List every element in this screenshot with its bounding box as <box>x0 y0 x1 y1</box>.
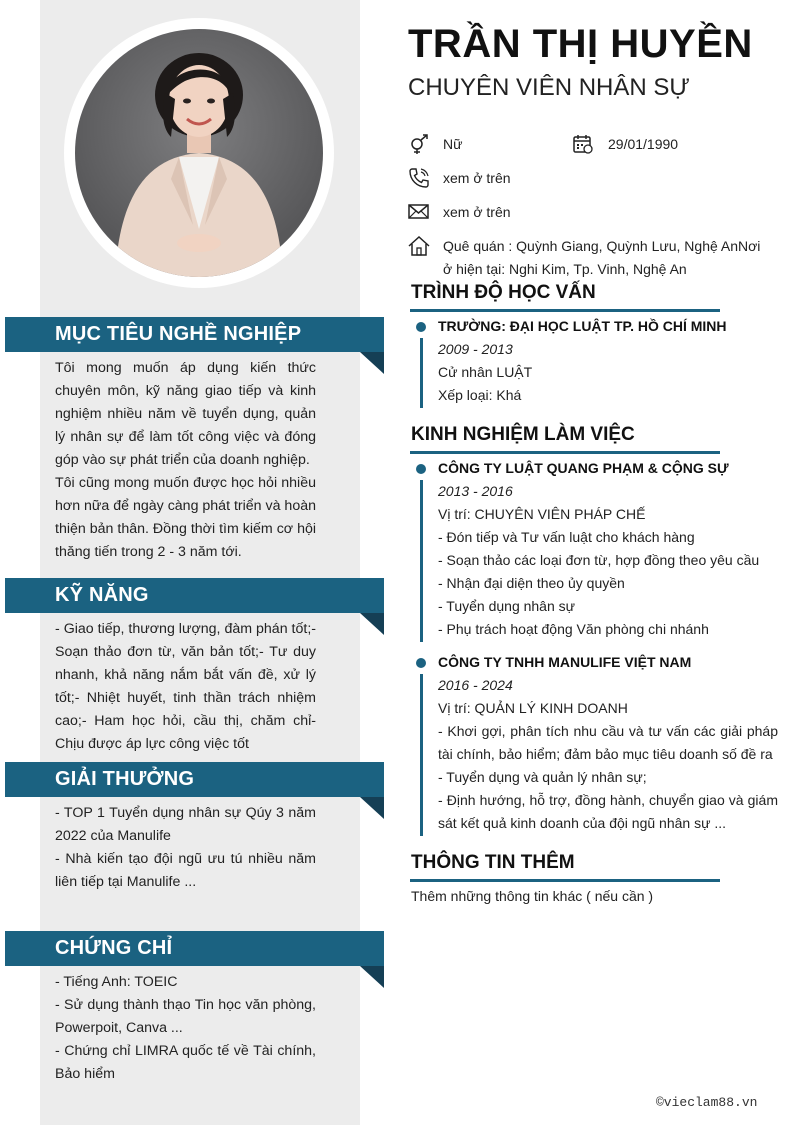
certificates-band-fold <box>360 966 384 988</box>
job-duty: - Nhận đại diện theo ủy quyền <box>438 575 625 591</box>
job-title: CHUYÊN VIÊN NHÂN SỰ <box>408 74 690 101</box>
skills-text <box>55 618 316 756</box>
awards-title: GIẢI THƯỞNG <box>55 768 195 790</box>
school-name: TRƯỜNG: ĐẠI HỌC LUẬT TP. HỒ CHÍ MINH <box>438 318 727 334</box>
job-duty: - Định hướng, hỗ trợ, đồng hành, chuyển giao và giám sát kết quả kinh doanh của đội ngũ nhân sự ... <box>438 792 778 831</box>
job-position: Vị trí: CHUYÊN VIÊN PHÁP CHẾ <box>438 506 646 522</box>
skills-band-fold <box>360 613 384 635</box>
award-item: - TOP 1 Tuyển dụng nhân sự Qúy 3 năm 2022 của Manulife <box>55 805 316 844</box>
job-duty: - Khơi gợi, phân tích nhu cầu và tư vấn các giải pháp tài chính, bảo hiểm; đảm bảo mục tiêu doanh số đề ra <box>438 723 778 762</box>
email-value: xem ở trên <box>443 204 511 220</box>
job-period: 2016 - 2024 <box>438 677 513 693</box>
extra-title: THÔNG TIN THÊM <box>411 852 575 873</box>
job-entry <box>438 457 778 641</box>
job-duty: - Tuyển dụng nhân sự <box>438 598 576 614</box>
extra-rule <box>410 879 720 882</box>
certificates-title: CHỨNG CHỈ <box>55 937 173 959</box>
home-icon <box>408 235 430 257</box>
job-entry <box>438 651 778 835</box>
certificate-item: - Chứng chỉ LIMRA quốc tế về Tài chính, Bảo hiểm <box>55 1043 316 1082</box>
skills-band <box>5 578 384 613</box>
address-value: Quê quán : Quỳnh Giang, Quỳnh Lưu, Nghệ AnNơi ở hiện tại: Nghi Kim, Tp. Vinh, Nghệ An <box>443 238 761 277</box>
gender-value: Nữ <box>443 136 463 152</box>
job-position: Vị trí: QUẢN LÝ KINH DOANH <box>438 700 628 716</box>
job-timeline <box>420 480 423 642</box>
education-period: 2009 - 2013 <box>438 341 513 357</box>
education-bullet <box>416 322 426 332</box>
person-name: TRẦN THỊ HUYỀN <box>408 22 753 66</box>
objective-band <box>5 317 384 352</box>
extra-text: Thêm những thông tin khác ( nếu cần ) <box>411 888 654 904</box>
awards-band <box>5 762 384 797</box>
calendar-icon <box>572 133 594 155</box>
avatar <box>75 29 323 277</box>
job-bullet <box>416 464 426 474</box>
education-degree: Cử nhân LUẬT <box>438 364 533 380</box>
education-grade: Xếp loại: Khá <box>438 387 522 403</box>
phone-value: xem ở trên <box>443 170 511 186</box>
job-duty: - Tuyển dụng và quản lý nhân sự; <box>438 769 647 785</box>
company-name: CÔNG TY TNHH MANULIFE VIỆT NAM <box>438 654 692 670</box>
email-icon <box>408 203 430 221</box>
awards-text <box>55 802 316 894</box>
birthdate-value: 29/01/1990 <box>608 136 679 152</box>
portrait-image <box>75 29 323 277</box>
awards-band-fold <box>360 797 384 819</box>
experience-rule <box>410 451 720 454</box>
experience-title: KINH NGHIỆM LÀM VIỆC <box>411 424 635 445</box>
certificate-item: - Sử dụng thành thạo Tin học văn phòng, Powerpoit, Canva ... <box>55 997 316 1036</box>
job-duty: - Phụ trách hoạt động Văn phòng chi nhánh <box>438 621 709 637</box>
education-timeline <box>420 338 423 408</box>
skills-title: KỸ NĂNG <box>55 584 149 606</box>
objective-text <box>55 357 316 564</box>
job-bullet <box>416 658 426 668</box>
watermark: ©vieclam88.vn <box>656 1095 758 1110</box>
certificates-text <box>55 971 316 1086</box>
gender-icon <box>408 133 430 155</box>
company-name: CÔNG TY LUẬT QUANG PHẠM & CỘNG SỰ <box>438 460 729 476</box>
job-duty: - Đón tiếp và Tư vấn luật cho khách hàng <box>438 529 695 545</box>
education-rule <box>410 309 720 312</box>
education-entry <box>438 315 778 407</box>
objective-paragraph: Tôi cũng mong muốn được học hỏi nhiều hơn nữa để ngày càng phát triển và hoàn thiện bản thân. Đồng thời tìm kiếm cơ hội thăng tiến trong 2 - 3 năm tới. <box>55 475 316 560</box>
certificate-item: - Tiếng Anh: TOEIC <box>55 974 178 990</box>
job-timeline <box>420 674 423 836</box>
skills-paragraph: - Giao tiếp, thương lượng, đàm phán tốt;- Soạn thảo đơn từ, văn bản tốt;- Tư duy nhanh, khả năng nắm bắt vấn đề, xử lý tốt;- Nhiệt huyết, tinh thần trách nhiệm cao;- Ham học hỏi, cầu thị, chăm chỉ- Chịu được áp lực công việc tốt <box>55 621 316 752</box>
job-period: 2013 - 2016 <box>438 483 513 499</box>
phone-icon <box>408 167 430 189</box>
objective-band-fold <box>360 352 384 374</box>
education-title: TRÌNH ĐỘ HỌC VẤN <box>411 282 596 303</box>
award-item: - Nhà kiến tạo đội ngũ ưu tú nhiều năm liên tiếp tại Manulife ... <box>55 851 316 890</box>
objective-title: MỤC TIÊU NGHỀ NGHIỆP <box>55 323 302 345</box>
job-duty: - Soạn thảo các loại đơn từ, hợp đồng theo yêu cầu <box>438 552 760 568</box>
certificates-band <box>5 931 384 966</box>
objective-paragraph: Tôi mong muốn áp dụng kiến thức chuyên môn, kỹ năng giao tiếp và kinh nghiệm nhiều năm về tuyển dụng, quản lý nhân sự để làm tốt công việc và đóng góp vào sự phát triển của doanh nghiệp. <box>55 360 316 468</box>
